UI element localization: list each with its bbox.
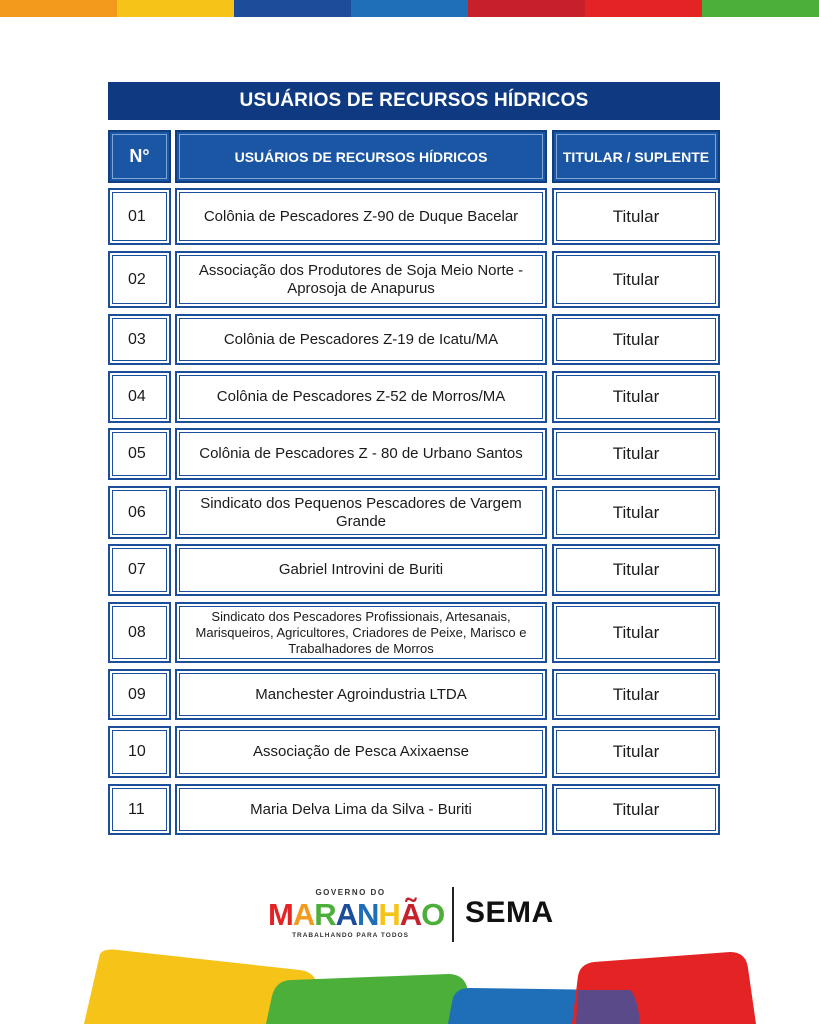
row-number: 02	[108, 251, 171, 308]
row-status: Titular	[552, 726, 720, 778]
row-number: 11	[108, 784, 171, 835]
sema-logo: SEMA	[465, 896, 554, 929]
gov-word-letter: R	[314, 897, 336, 932]
row-number: 05	[108, 428, 171, 480]
row-status: Titular	[552, 251, 720, 308]
row-number: 03	[108, 314, 171, 365]
row-user-name: Sindicato dos Pescadores Profissionais, Artesanais, Marisqueiros, Agricultores, Criadores de Peixe, Marisco e Trabalhadores de Morros	[175, 602, 547, 663]
strip-segment	[585, 0, 702, 17]
row-user-name: Associação dos Produtores de Soja Meio Norte - Aprosoja de Anapurus	[175, 251, 547, 308]
row-status: Titular	[552, 784, 720, 835]
strip-segment	[117, 0, 234, 17]
bottom-decoration	[0, 940, 819, 1024]
row-number: 06	[108, 486, 171, 539]
strip-segment	[0, 0, 117, 17]
strip-segment	[234, 0, 351, 17]
gov-word-letter: Ã	[399, 897, 422, 932]
gov-word-letter: O	[421, 897, 445, 932]
row-status: Titular	[552, 314, 720, 365]
gov-word-letter: A	[335, 897, 357, 932]
gov-word-text	[268, 897, 444, 932]
strip-segment	[351, 0, 468, 17]
row-number: 01	[108, 188, 171, 245]
header-status: TITULAR / SUPLENTE	[552, 130, 720, 183]
row-status: Titular	[552, 602, 720, 663]
header-name: USUÁRIOS DE RECURSOS HÍDRICOS	[175, 130, 547, 183]
row-number: 08	[108, 602, 171, 663]
deco-green-shape	[266, 974, 470, 1024]
row-user-name: Manchester Agroindustria LTDA	[175, 669, 547, 720]
row-number: 04	[108, 371, 171, 423]
governo-maranhao-logo	[268, 888, 445, 944]
gov-word-letter: A	[292, 897, 315, 932]
row-user-name: Sindicato dos Pequenos Pescadores de Vargem Grande	[175, 486, 547, 539]
row-user-name: Colônia de Pescadores Z-52 de Morros/MA	[175, 371, 547, 423]
row-status: Titular	[552, 544, 720, 596]
strip-segment	[702, 0, 819, 17]
gov-word-letter: M	[268, 897, 293, 932]
row-status: Titular	[552, 669, 720, 720]
row-user-name: Maria Delva Lima da Silva - Buriti	[175, 784, 547, 835]
row-number: 10	[108, 726, 171, 778]
row-number: 07	[108, 544, 171, 596]
gov-word-letter: N	[357, 897, 379, 932]
row-user-name: Colônia de Pescadores Z - 80 de Urbano Santos	[175, 428, 547, 480]
gov-word	[268, 897, 445, 933]
row-number: 09	[108, 669, 171, 720]
row-user-name: Gabriel Introvini de Buriti	[175, 544, 547, 596]
deco-purple-overlap	[576, 990, 640, 1024]
row-status: Titular	[552, 428, 720, 480]
row-user-name: Colônia de Pescadores Z-19 de Icatu/MA	[175, 314, 547, 365]
row-user-name: Associação de Pesca Axixaense	[175, 726, 547, 778]
header-num: N°	[108, 130, 171, 183]
row-status: Titular	[552, 486, 720, 539]
page-title: USUÁRIOS DE RECURSOS HÍDRICOS	[108, 82, 720, 120]
gov-top-text: GOVERNO DO	[315, 888, 386, 897]
row-status: Titular	[552, 188, 720, 245]
strip-segment	[468, 0, 585, 17]
gov-tagline: TRABALHANDO PARA TODOS	[292, 932, 409, 939]
row-status: Titular	[552, 371, 720, 423]
top-color-strip	[0, 0, 819, 17]
gov-word-letter: H	[378, 897, 400, 932]
row-user-name: Colônia de Pescadores Z-90 de Duque Bacelar	[175, 188, 547, 245]
logo-divider	[452, 887, 454, 942]
